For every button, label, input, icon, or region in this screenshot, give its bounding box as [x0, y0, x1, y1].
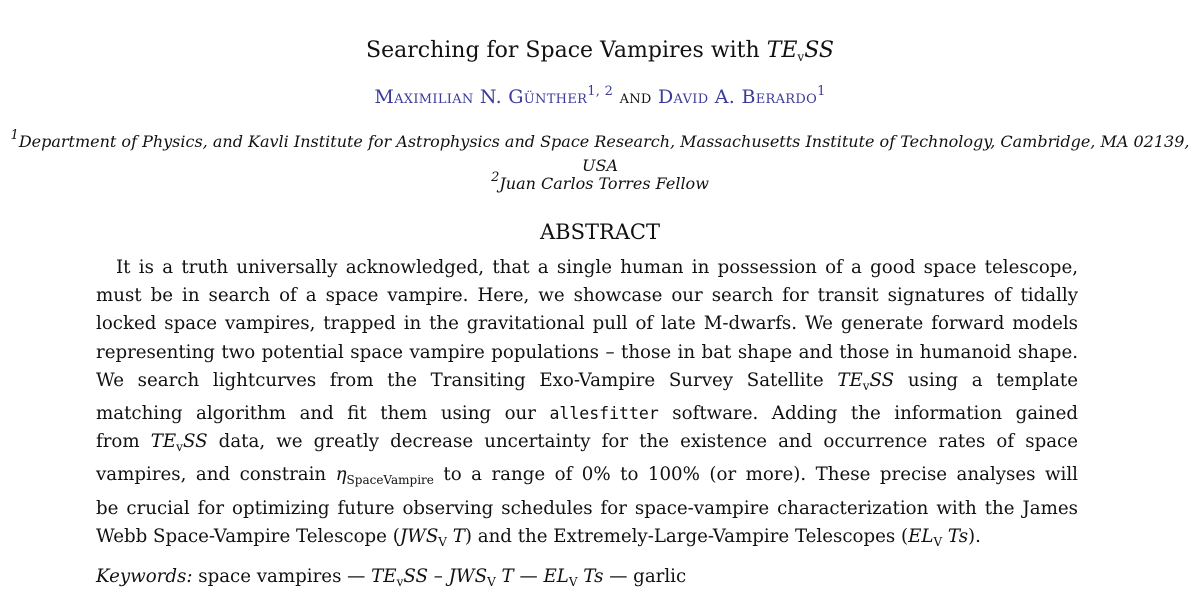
tess-acronym: $TE_vSS$ — [371, 566, 428, 589]
author-list — [0, 84, 1200, 108]
affiliation-2: $^2$Juan Carlos Torres Fellow — [491, 170, 709, 193]
abstract-line: matching algorithm and fit them using our allesfitter software. Adding the information gained — [96, 403, 1078, 425]
author-joiner: and — [619, 86, 652, 108]
keywords-label: Keywords: — [96, 566, 193, 587]
abstract-line: Webb Space-Vampire Telescope ($JWS_V$ T) and the Extremely-Large-Vampire Telescopes ($EL_V$ Ts). — [96, 525, 981, 549]
author-affiliation-marker: 1, 2 — [587, 84, 614, 99]
abstract-line: representing two potential space vampire populations – those in bat shape and those in humanoid shape. — [96, 341, 1078, 363]
paper-title: Searching for Space Vampires with $TE_vSS$ — [366, 38, 834, 64]
abstract-line: vampires, and constrain $\eta_{SpaceVampire}$ to a range of 0% to 100% (or more). These precise analyses will — [96, 464, 1078, 488]
abstract-body — [96, 254, 1078, 556]
jwst-acronym: $JWS_V$ T — [399, 525, 465, 549]
eta-subscript: SpaceVampire — [346, 473, 434, 488]
abstract-line: It is a truth universally acknowledged, that a single human in possession of a good space telescope, — [116, 257, 1078, 278]
keyword-garlic: garlic — [633, 566, 687, 587]
author-name[interactable]: David A. Berardo — [658, 86, 818, 108]
tess-acronym: $TE_vSS$ — [150, 431, 208, 455]
abstract-heading: ABSTRACT — [539, 220, 661, 244]
abstract-line: locked space vampires, trapped in the gravitational pull of late M-dwarfs. We generate forward models — [96, 313, 1078, 335]
eta-symbol: η — [335, 464, 347, 486]
tess-acronym: $TE_vSS$ — [837, 369, 895, 393]
elt-acronym: $EL_V$ Ts — [543, 566, 604, 589]
elt-acronym: $EL_V$ Ts — [908, 525, 969, 549]
author-affiliation-marker: 1 — [817, 84, 826, 99]
tess-acronym: $TE_vSS$ — [766, 38, 834, 64]
abstract-line: be crucial for optimizing future observing schedules for space-vampire characterization with the James — [96, 497, 1078, 519]
abstract-line: from $TE_vSS$ data, we greatly decrease uncertainty for the existence and occurrence rates of space — [96, 431, 1078, 455]
software-name: allesfitter — [549, 404, 659, 424]
affiliation-1: $^1$Department of Physics, and Kavli Institute for Astrophysics and Space Research, Massachusetts Institute of Technology, Cambridge, MA 02139, USA — [10, 128, 1190, 175]
jwst-acronym: $JWS_V$ T — [448, 566, 514, 589]
keywords-line: Keywords: space vampires — $TE_vSS - JWS_V$ T — $EL_V$ Ts — garlic — [96, 566, 687, 589]
abstract-line: We search lightcurves from the Transiting Exo-Vampire Survey Satellite $TE_vSS$ using a template — [96, 369, 1078, 393]
abstract-line: must be in search of a space vampire. Here, we showcase our search for transit signatures of tidally — [96, 285, 1078, 307]
author-name[interactable]: Maximilian N. Günther — [374, 86, 588, 108]
